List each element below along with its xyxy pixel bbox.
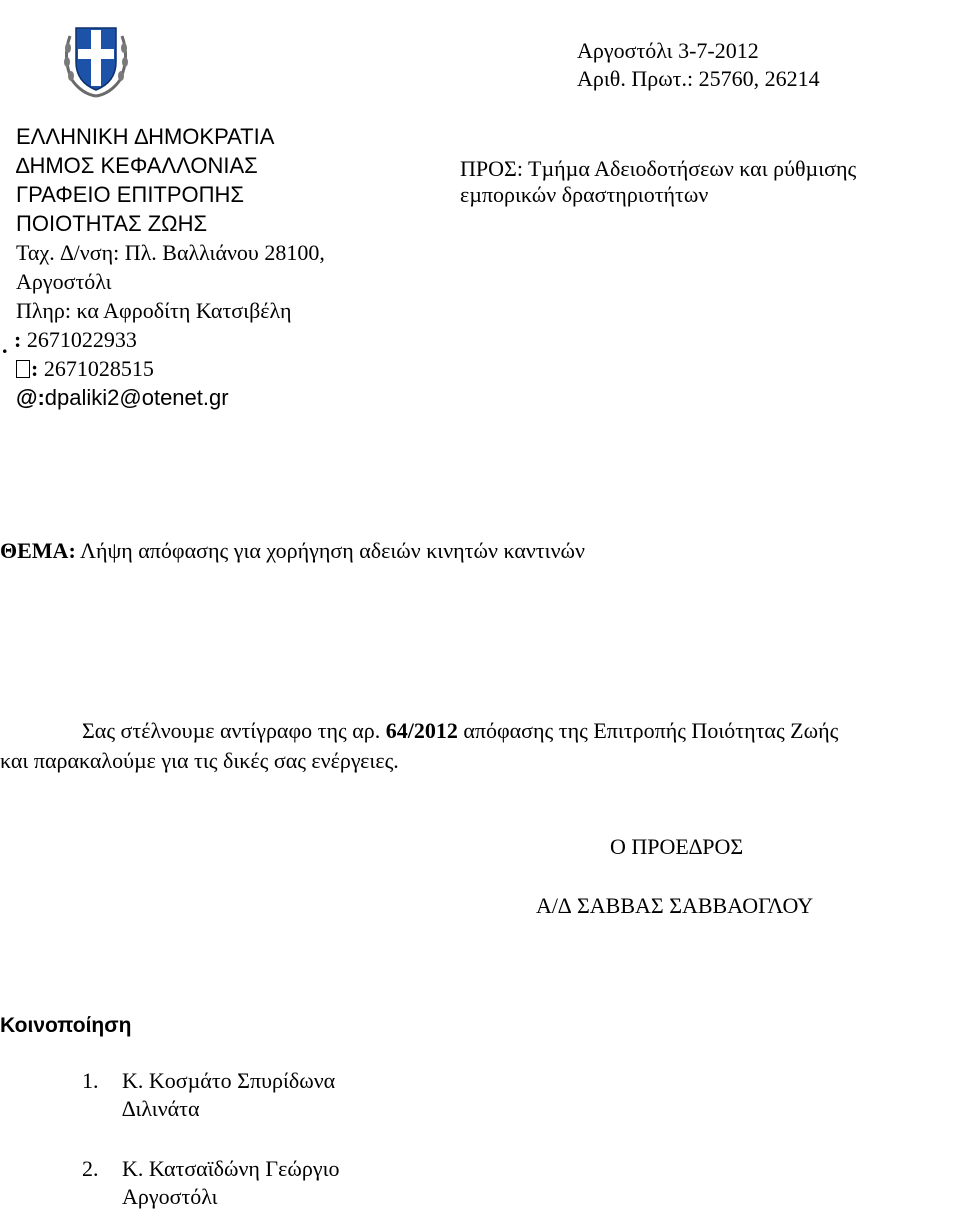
address-city: Αργοστόλι (16, 269, 112, 294)
fax-row (16, 354, 154, 383)
recipient-line-1: ΠΡΟΣ: Τµήµα Αδειοδοτήσεων και ρύθµισης (460, 156, 857, 181)
country-name: ΕΛΛΗΝΙΚΗ ∆ΗΜΟΚΡΑΤΙΑ (16, 124, 275, 149)
subject-label: ΘΕΜΑ: (0, 538, 76, 563)
recipient-line-2: εµπορικών δραστηριοτήτων (460, 182, 709, 207)
cc-item-recipient: Κ. Κοσµάτο Σπυρίδωνα (122, 1068, 336, 1093)
body-text-start: Σας στέλνουµε αντίγραφο της αρ. (82, 718, 386, 743)
protocol-number: Αριθ. Πρωτ.: 25760, 26214 (577, 66, 820, 91)
body-paragraph-line-2: και παρακαλούµε για τις δικές σας ενέργειες. (0, 748, 399, 773)
body-text-end: απόφασης της Επιτροπής Ποιότητας Ζωής (457, 718, 839, 743)
email-row (16, 383, 229, 412)
postal-address: Ταχ. ∆/νση: Πλ. Βαλλιάνου 28100, (16, 240, 325, 265)
cc-item-number: 2. (82, 1156, 99, 1181)
cc-item-recipient: Κ. Κατσαϊδώνη Γεώργιο (122, 1156, 340, 1181)
cc-item-location: ∆ιλινάτα (122, 1096, 200, 1121)
cc-heading: Κοινοποίηση (0, 1014, 132, 1037)
greek-coat-of-arms-icon (60, 18, 132, 98)
email-address: dpaliki2@otenet.gr (44, 385, 229, 410)
phone-separator: : (14, 327, 22, 352)
fax-separator: : (31, 356, 39, 381)
fax-number: 2671028515 (43, 356, 154, 381)
signatory-name: Α/∆ ΣΑΒΒΑΣ ΣΑΒΒΑΟΓΛΟΥ (536, 893, 814, 918)
place-date: Αργοστόλι 3-7-2012 (577, 38, 759, 63)
phone-number: 2671022933 (26, 327, 137, 352)
contact-person: Πληρ: κα Αφροδίτη Κατσιβέλη (16, 298, 292, 323)
decision-number: 64/2012 (385, 718, 458, 743)
office-name-cont: ΠΟΙΟΤΗΤΑΣ ΖΩΗΣ (16, 211, 208, 236)
municipality-name: ∆ΗΜΟΣ ΚΕΦΑΛΛΟΝΙΑΣ (16, 153, 258, 178)
cc-item-number: 1. (82, 1068, 99, 1093)
fax-icon (16, 360, 30, 378)
email-icon: @: (16, 385, 45, 410)
subject-text: Λήψη απόφασης για χορήγηση αδειών κινητών καντινών (75, 538, 585, 563)
signature-title: Ο ΠΡΟΕ∆ΡΟΣ (610, 834, 744, 859)
office-name: ΓΡΑΦΕΙΟ ΕΠΙΤΡΟΠΗΣ (16, 182, 245, 207)
phone-row (2, 325, 137, 358)
phone-icon: . (2, 333, 8, 358)
body-paragraph-line-1 (82, 718, 838, 744)
cc-item-location: Αργοστόλι (122, 1184, 218, 1209)
subject-line (0, 538, 585, 564)
